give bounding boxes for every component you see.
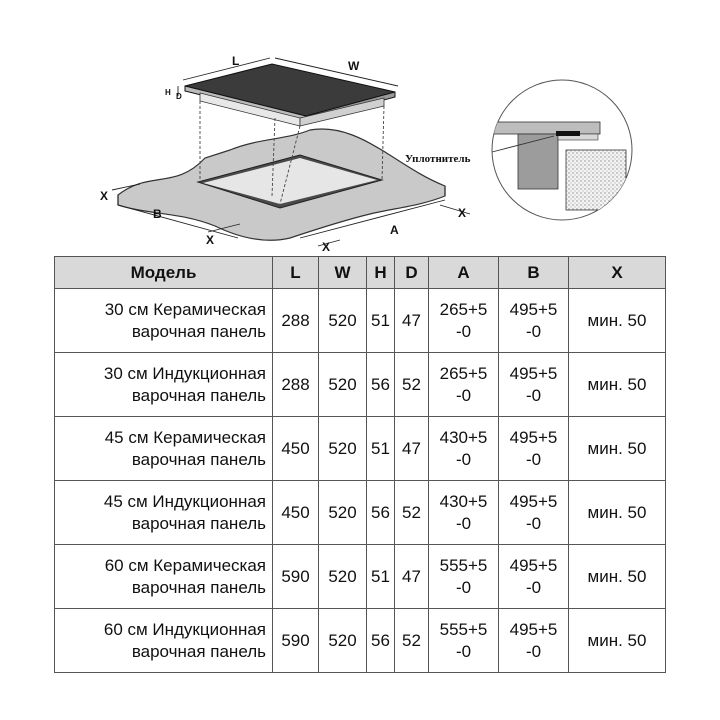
- seal-detail-circle: [490, 80, 632, 220]
- h-cell: 51: [367, 417, 395, 481]
- a-cell: [429, 353, 499, 417]
- dim-x-bottom-label: X: [206, 233, 215, 247]
- x-cell: мин. 50: [569, 609, 666, 673]
- table-row: [55, 417, 666, 481]
- model-cell: [55, 609, 273, 673]
- model-cell: [55, 289, 273, 353]
- dim-h-label: H: [165, 88, 171, 97]
- b-tolerance: -0: [525, 513, 542, 533]
- x-cell: мин. 50: [569, 417, 666, 481]
- a-cell: [429, 481, 499, 545]
- h-cell: 51: [367, 289, 395, 353]
- a-tolerance: -0: [455, 641, 472, 661]
- model-line-1: 30 см Индукционная: [103, 363, 266, 383]
- b-value: 495+5: [509, 299, 558, 319]
- h-cell: 56: [367, 481, 395, 545]
- table-row: [55, 609, 666, 673]
- d-cell: 47: [395, 289, 429, 353]
- d-cell: 52: [395, 609, 429, 673]
- header-h: H: [367, 257, 395, 289]
- model-cell: [55, 353, 273, 417]
- b-tolerance: -0: [525, 449, 542, 469]
- b-cell: [499, 417, 569, 481]
- b-value: 495+5: [509, 363, 558, 383]
- a-value: 430+5: [439, 491, 488, 511]
- header-a: A: [429, 257, 499, 289]
- a-value: 265+5: [439, 299, 488, 319]
- model-line-1: 30 см Керамическая: [104, 299, 266, 319]
- model-line-1: 60 см Керамическая: [104, 555, 266, 575]
- a-tolerance: -0: [455, 385, 472, 405]
- model-line-2: варочная панель: [131, 641, 266, 661]
- a-cell: [429, 545, 499, 609]
- table-row: [55, 481, 666, 545]
- h-cell: 51: [367, 545, 395, 609]
- b-tolerance: -0: [525, 641, 542, 661]
- h-cell: 56: [367, 609, 395, 673]
- model-line-2: варочная панель: [131, 321, 266, 341]
- header-w: W: [319, 257, 367, 289]
- header-model: Модель: [55, 257, 273, 289]
- dim-l-label: L: [232, 54, 240, 68]
- header-b: B: [499, 257, 569, 289]
- l-cell: 590: [273, 545, 319, 609]
- x-cell: мин. 50: [569, 353, 666, 417]
- w-cell: 520: [319, 353, 367, 417]
- a-cell: [429, 289, 499, 353]
- a-tolerance: -0: [455, 321, 472, 341]
- l-cell: 450: [273, 417, 319, 481]
- d-cell: 52: [395, 353, 429, 417]
- dim-x-right-label: X: [458, 206, 467, 220]
- a-tolerance: -0: [455, 449, 472, 469]
- table-row: [55, 545, 666, 609]
- header-x: X: [569, 257, 666, 289]
- x-cell: мин. 50: [569, 481, 666, 545]
- dim-x-lower-label: X: [322, 240, 331, 252]
- model-line-1: 60 см Индукционная: [103, 619, 266, 639]
- b-value: 495+5: [509, 427, 558, 447]
- dimensions-table: [54, 256, 666, 673]
- table-row: [55, 289, 666, 353]
- d-cell: 52: [395, 481, 429, 545]
- b-cell: [499, 353, 569, 417]
- b-tolerance: -0: [525, 385, 542, 405]
- h-cell: 56: [367, 353, 395, 417]
- l-cell: 590: [273, 609, 319, 673]
- b-cell: [499, 289, 569, 353]
- model-cell: [55, 545, 273, 609]
- model-cell: [55, 481, 273, 545]
- model-line-1: 45 см Керамическая: [104, 427, 266, 447]
- l-cell: 288: [273, 289, 319, 353]
- dim-x-left-label: X: [100, 189, 109, 203]
- header-l: L: [273, 257, 319, 289]
- a-value: 555+5: [439, 619, 488, 639]
- b-cell: [499, 545, 569, 609]
- b-cell: [499, 609, 569, 673]
- a-value: 555+5: [439, 555, 488, 575]
- b-cell: [499, 481, 569, 545]
- w-cell: 520: [319, 545, 367, 609]
- l-cell: 450: [273, 481, 319, 545]
- dim-w-label: W: [348, 59, 360, 73]
- model-line-2: варочная панель: [131, 449, 266, 469]
- a-tolerance: -0: [455, 513, 472, 533]
- x-cell: мин. 50: [569, 545, 666, 609]
- l-cell: 288: [273, 353, 319, 417]
- b-value: 495+5: [509, 619, 558, 639]
- b-value: 495+5: [509, 555, 558, 575]
- w-cell: 520: [319, 481, 367, 545]
- d-cell: 47: [395, 545, 429, 609]
- w-cell: 520: [319, 609, 367, 673]
- w-cell: 520: [319, 289, 367, 353]
- d-cell: 47: [395, 417, 429, 481]
- x-cell: мин. 50: [569, 289, 666, 353]
- b-tolerance: -0: [525, 321, 542, 341]
- a-cell: [429, 417, 499, 481]
- a-tolerance: -0: [455, 577, 472, 597]
- w-cell: 520: [319, 417, 367, 481]
- model-cell: [55, 417, 273, 481]
- b-value: 495+5: [509, 491, 558, 511]
- model-line-1: 45 см Индукционная: [103, 491, 266, 511]
- dim-d-label: D: [176, 92, 182, 101]
- a-value: 430+5: [439, 427, 488, 447]
- table-header-row: [55, 257, 666, 289]
- model-line-2: варочная панель: [131, 513, 266, 533]
- a-cell: [429, 609, 499, 673]
- installation-diagram: [0, 0, 720, 252]
- model-line-2: варочная панель: [131, 577, 266, 597]
- dim-b-label: B: [153, 207, 162, 221]
- dim-a-label: A: [390, 223, 399, 237]
- seal-label: Уплотнитель: [405, 153, 471, 165]
- a-value: 265+5: [439, 363, 488, 383]
- cooktop-plate: [185, 64, 395, 126]
- header-d: D: [395, 257, 429, 289]
- model-line-2: варочная панель: [131, 385, 266, 405]
- table-row: [55, 353, 666, 417]
- b-tolerance: -0: [525, 577, 542, 597]
